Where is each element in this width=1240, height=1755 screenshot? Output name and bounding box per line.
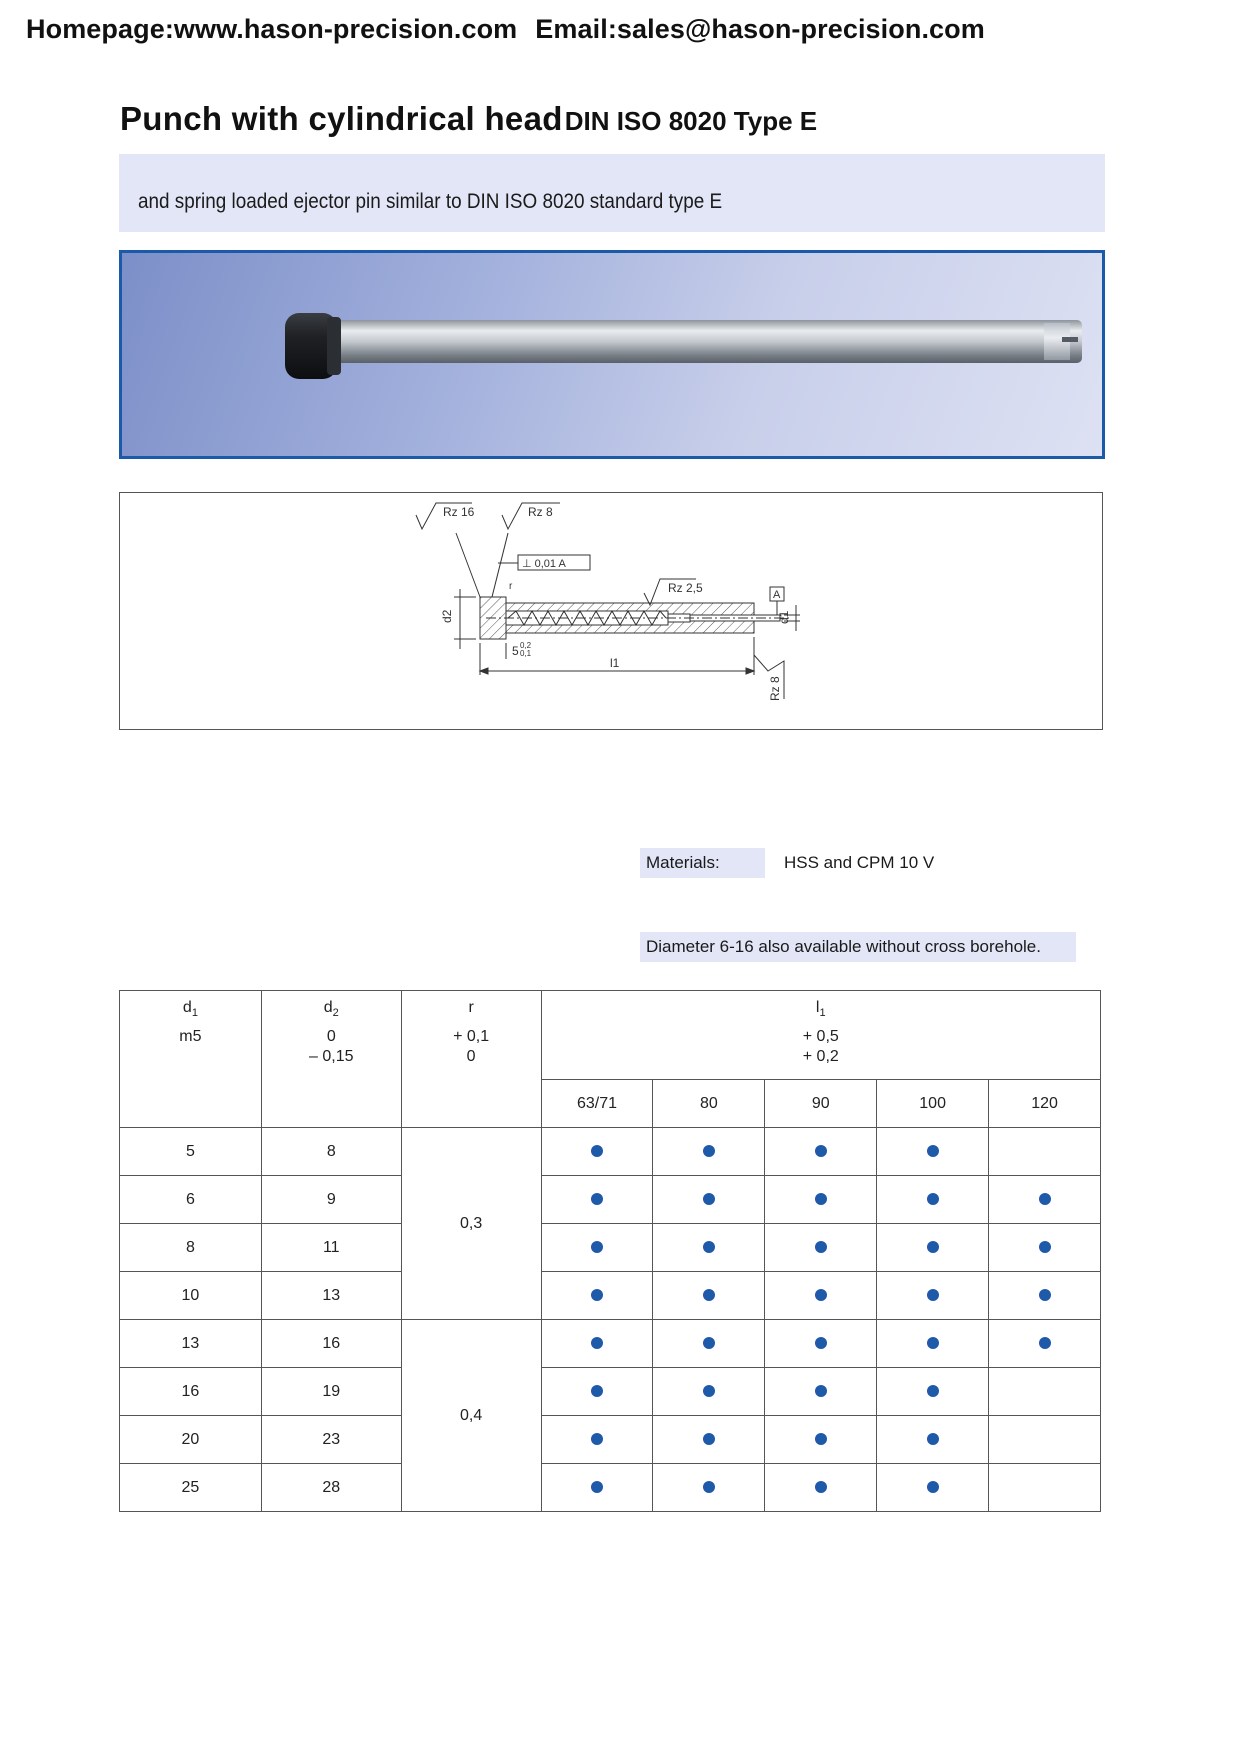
punch-illustration — [122, 253, 1102, 456]
availability-cell — [541, 1464, 653, 1512]
rz25-label: Rz 2,5 — [668, 581, 703, 595]
page-title — [120, 100, 817, 138]
availability-cell — [989, 1128, 1101, 1176]
table-row — [120, 1176, 1101, 1224]
homepage-link[interactable]: Homepage:www.hason-precision.com — [26, 14, 518, 44]
available-dot-icon — [591, 1385, 603, 1397]
available-dot-icon — [927, 1337, 939, 1349]
header-r-symbol: r — [468, 999, 474, 1016]
cell-r-group-0: 0,3 — [401, 1128, 541, 1320]
available-dot-icon — [703, 1145, 715, 1157]
availability-cell — [653, 1464, 765, 1512]
materials-label-text: Materials: — [646, 853, 720, 872]
l1-arrow-left — [480, 668, 488, 674]
available-dot-icon — [1039, 1193, 1051, 1205]
punch-shaft — [312, 320, 1082, 363]
rz16-label: Rz 16 — [443, 505, 475, 519]
length-header-2: 90 — [765, 1080, 877, 1128]
availability-cell — [877, 1176, 989, 1224]
available-dot-icon — [815, 1433, 827, 1445]
subtitle-panel — [119, 154, 1105, 232]
available-dot-icon — [591, 1145, 603, 1157]
table-row — [120, 1416, 1101, 1464]
length-header-4: 120 — [989, 1080, 1101, 1128]
availability-note — [640, 932, 1076, 962]
punch-collar — [327, 317, 341, 375]
availability-cell — [989, 1224, 1101, 1272]
cell-d1: 20 — [120, 1416, 262, 1464]
materials-value: HSS and CPM 10 V — [784, 853, 935, 872]
five-tol-lower: 0,1 — [520, 649, 532, 658]
cell-d1: 8 — [120, 1224, 262, 1272]
cell-d2: 13 — [261, 1272, 401, 1320]
available-dot-icon — [815, 1385, 827, 1397]
available-dot-icon — [1039, 1289, 1051, 1301]
available-dot-icon — [927, 1145, 939, 1157]
table-row — [120, 1224, 1101, 1272]
availability-cell — [989, 1176, 1101, 1224]
table-row — [120, 1464, 1101, 1512]
available-dot-icon — [703, 1193, 715, 1205]
available-dot-icon — [703, 1289, 715, 1301]
available-dot-icon — [591, 1289, 603, 1301]
header-d1-tolerance: m5 — [179, 1028, 202, 1045]
availability-cell — [989, 1464, 1101, 1512]
availability-cell — [989, 1272, 1101, 1320]
length-header-3: 100 — [877, 1080, 989, 1128]
cell-d2: 28 — [261, 1464, 401, 1512]
title-standard: DIN ISO 8020 Type E — [564, 106, 818, 136]
cell-d2: 19 — [261, 1368, 401, 1416]
availability-cell — [877, 1416, 989, 1464]
cell-d2: 11 — [261, 1224, 401, 1272]
header-l1-tolerance-lower: + 0,2 — [802, 1048, 839, 1065]
availability-cell — [765, 1128, 877, 1176]
r-label: r — [509, 581, 513, 592]
available-dot-icon — [927, 1193, 939, 1205]
availability-cell — [877, 1272, 989, 1320]
technical-drawing — [119, 492, 1103, 730]
available-dot-icon — [591, 1193, 603, 1205]
availability-cell — [765, 1464, 877, 1512]
availability-cell — [989, 1368, 1101, 1416]
availability-cell — [541, 1176, 653, 1224]
five-label: 5 — [512, 644, 519, 658]
l1-label: l1 — [610, 656, 620, 670]
header-d2-symbol: $d_2$ — [323, 999, 339, 1020]
materials-label — [640, 848, 765, 878]
l1-arrow-right — [746, 668, 754, 674]
availability-cell — [765, 1224, 877, 1272]
availability-cell — [765, 1272, 877, 1320]
table-row — [120, 1320, 1101, 1368]
drawing-canvas — [120, 493, 1102, 729]
available-dot-icon — [815, 1481, 827, 1493]
cell-d1: 16 — [120, 1368, 262, 1416]
available-dot-icon — [1039, 1241, 1051, 1253]
available-dot-icon — [927, 1385, 939, 1397]
available-dot-icon — [591, 1481, 603, 1493]
product-photo — [119, 250, 1105, 459]
header-contact-line — [26, 14, 985, 45]
availability-cell — [541, 1224, 653, 1272]
header-d2-tolerance-upper: 0 — [326, 1028, 336, 1045]
available-dot-icon — [927, 1241, 939, 1253]
available-dot-icon — [815, 1337, 827, 1349]
cell-d1: 5 — [120, 1128, 262, 1176]
availability-cell — [541, 1320, 653, 1368]
rz8-top-label: Rz 8 — [528, 505, 553, 519]
title-main: Punch with cylindrical head — [120, 100, 563, 137]
cell-r-group-1: 0,4 — [401, 1320, 541, 1512]
header-r — [401, 991, 541, 1128]
five-tol-upper: 0,2 — [520, 641, 532, 650]
available-dot-icon — [927, 1433, 939, 1445]
available-dot-icon — [703, 1385, 715, 1397]
cell-d2: 23 — [261, 1416, 401, 1464]
availability-cell — [877, 1368, 989, 1416]
specification-table — [119, 990, 1101, 1512]
available-dot-icon — [703, 1241, 715, 1253]
header-r-tolerance-lower: 0 — [466, 1048, 476, 1065]
perpendicularity-label: ⊥ 0,01 A — [522, 558, 566, 570]
rz8-side-label: Rz 8 — [768, 676, 782, 701]
d1-label: d1 — [777, 610, 791, 624]
cell-d1: 10 — [120, 1272, 262, 1320]
rz8-leader — [492, 533, 508, 597]
available-dot-icon — [927, 1289, 939, 1301]
email-link[interactable]: Email:sales@hason-precision.com — [535, 14, 985, 44]
availability-cell — [765, 1176, 877, 1224]
rz16-leader — [456, 533, 480, 597]
header-d1-symbol: $d_1$ — [182, 999, 198, 1020]
availability-cell — [765, 1416, 877, 1464]
cell-d2: 8 — [261, 1128, 401, 1176]
availability-cell — [541, 1272, 653, 1320]
header-l1-tolerance-upper: + 0,5 — [802, 1028, 839, 1045]
header-r-tolerance-upper: + 0,1 — [453, 1028, 490, 1045]
availability-cell — [989, 1416, 1101, 1464]
length-header-0: 63/71 — [541, 1080, 653, 1128]
availability-cell — [765, 1368, 877, 1416]
available-dot-icon — [815, 1289, 827, 1301]
available-dot-icon — [1039, 1337, 1051, 1349]
availability-cell — [653, 1320, 765, 1368]
availability-cell — [765, 1320, 877, 1368]
available-dot-icon — [927, 1481, 939, 1493]
cell-d2: 9 — [261, 1176, 401, 1224]
availability-cell — [653, 1272, 765, 1320]
availability-cell — [541, 1416, 653, 1464]
availability-cell — [877, 1320, 989, 1368]
availability-cell — [541, 1368, 653, 1416]
availability-cell — [653, 1176, 765, 1224]
header-d2 — [261, 991, 401, 1128]
d2-label: d2 — [440, 609, 454, 623]
availability-cell — [653, 1368, 765, 1416]
available-dot-icon — [815, 1193, 827, 1205]
available-dot-icon — [591, 1241, 603, 1253]
datum-label: A — [773, 589, 781, 601]
cell-d1: 6 — [120, 1176, 262, 1224]
available-dot-icon — [703, 1481, 715, 1493]
availability-note-text: Diameter 6-16 also available without cross borehole. — [646, 937, 1041, 956]
availability-cell — [541, 1128, 653, 1176]
table-row — [120, 1272, 1101, 1320]
table-row — [120, 1128, 1101, 1176]
ejector-pin — [1062, 337, 1078, 342]
availability-cell — [877, 1464, 989, 1512]
length-header-1: 80 — [653, 1080, 765, 1128]
cell-d1: 13 — [120, 1320, 262, 1368]
available-dot-icon — [815, 1241, 827, 1253]
cell-d2: 16 — [261, 1320, 401, 1368]
available-dot-icon — [703, 1337, 715, 1349]
subtitle-text: and spring loaded ejector pin similar to DIN ISO 8020 standard type E — [138, 190, 723, 213]
header-l1-symbol: $l_1$ — [815, 999, 826, 1020]
header-l1 — [541, 991, 1100, 1080]
available-dot-icon — [703, 1433, 715, 1445]
available-dot-icon — [815, 1145, 827, 1157]
available-dot-icon — [591, 1337, 603, 1349]
header-d2-tolerance-lower: – 0,15 — [309, 1048, 354, 1065]
table-row — [120, 1368, 1101, 1416]
availability-cell — [989, 1320, 1101, 1368]
availability-cell — [877, 1128, 989, 1176]
available-dot-icon — [591, 1433, 603, 1445]
header-d1 — [120, 991, 262, 1128]
availability-cell — [877, 1224, 989, 1272]
availability-cell — [653, 1224, 765, 1272]
availability-cell — [653, 1128, 765, 1176]
cell-d1: 25 — [120, 1464, 262, 1512]
availability-cell — [653, 1416, 765, 1464]
